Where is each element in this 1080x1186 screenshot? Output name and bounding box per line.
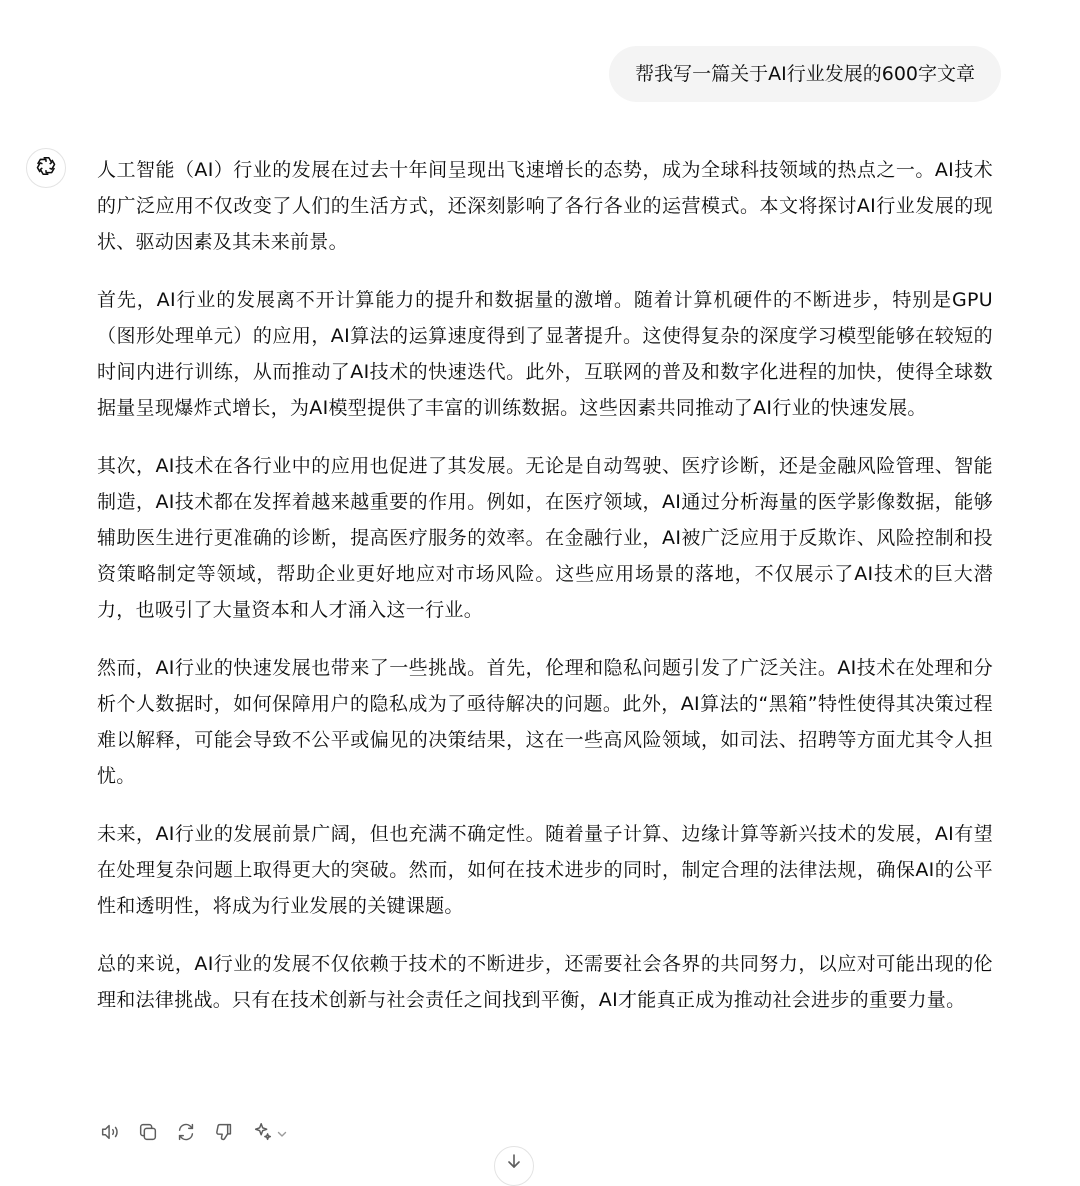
- user-message-row: [609, 46, 1001, 102]
- assistant-paragraph: 未来，AI行业的发展前景广阔，但也充满不确定性。随着量子计算、边缘计算等新兴技术的发展，AI有望在处理复杂问题上取得更大的突破。然而，如何在技术进步的同时，制定合理的法律法规，确保AI的公平性和透明性，将成为行业发展的关键课题。: [97, 823, 993, 917]
- assistant-paragraph: 首先，AI行业的发展离不开计算能力的提升和数据量的激增。随着计算机硬件的不断进步，特别是GPU（图形处理单元）的应用，AI算法的运算速度得到了显著提升。这使得复杂的深度学习模型能够在较短的时间内进行训练，从而推动了AI技术的快速迭代。此外，互联网的普及和数字化进程的加快，使得全球数据量呈现爆炸式增长，为AI模型提供了丰富的训练数据。这些因素共同推动了AI行业的快速发展。: [97, 289, 993, 419]
- speaker-icon: [99, 1121, 121, 1147]
- assistant-paragraph: 然而，AI行业的快速发展也带来了一些挑战。首先，伦理和隐私问题引发了广泛关注。AI技术在处理和分析个人数据时，如何保障用户的隐私成为了亟待解决的问题。此外，AI算法的“黑箱”特性使得其决策过程难以解释，可能会导致不公平或偏见的决策结果，这在一些高风险领域，如司法、招聘等方面尤其令人担忧。: [97, 657, 993, 787]
- regenerate-icon: [175, 1121, 197, 1147]
- chevron-down-icon: [276, 1125, 288, 1144]
- copy-button[interactable]: [136, 1122, 160, 1146]
- assistant-paragraph: 总的来说，AI行业的发展不仅依赖于技术的不断进步，还需要社会各界的共同努力，以应对可能出现的伦理和法律挑战。只有在技术创新与社会责任之间找到平衡，AI才能真正成为推动社会进步的重要力量。: [97, 953, 993, 1011]
- thumbs-down-button[interactable]: [212, 1122, 236, 1146]
- message-action-bar: [98, 1122, 290, 1146]
- copy-icon: [137, 1121, 159, 1147]
- read-aloud-button[interactable]: [98, 1122, 122, 1146]
- assistant-message: [97, 152, 993, 1040]
- arrow-down-icon: [506, 1153, 522, 1173]
- openai-logo-icon: [33, 153, 59, 183]
- assistant-avatar: [26, 148, 66, 188]
- thumbs-down-icon: [213, 1121, 235, 1147]
- assistant-paragraph: 其次，AI技术在各行业中的应用也促进了其发展。无论是自动驾驶、医疗诊断，还是金融风险管理、智能制造，AI技术都在发挥着越来越重要的作用。例如，在医疗领域，AI通过分析海量的医学影像数据，能够辅助医生进行更准确的诊断，提高医疗服务的效率。在金融行业，AI被广泛应用于反欺诈、风险控制和投资策略制定等领域，帮助企业更好地应对市场风险。这些应用场景的落地，不仅展示了AI技术的巨大潜力，也吸引了大量资本和人才涌入这一行业。: [97, 455, 993, 621]
- scroll-to-bottom-button[interactable]: [494, 1146, 534, 1186]
- assistant-paragraph: 人工智能（AI）行业的发展在过去十年间呈现出飞速增长的态势，成为全球科技领域的热点之一。AI技术的广泛应用不仅改变了人们的生活方式，还深刻影响了各行各业的运营模式。本文将探讨AI行业发展的现状、驱动因素及其未来前景。: [97, 159, 993, 253]
- regenerate-button[interactable]: [174, 1122, 198, 1146]
- sparkle-model-icon: [252, 1121, 274, 1147]
- switch-model-button[interactable]: [250, 1122, 290, 1146]
- user-message-bubble: 帮我写一篇关于AI行业发展的600字文章: [609, 46, 1001, 102]
